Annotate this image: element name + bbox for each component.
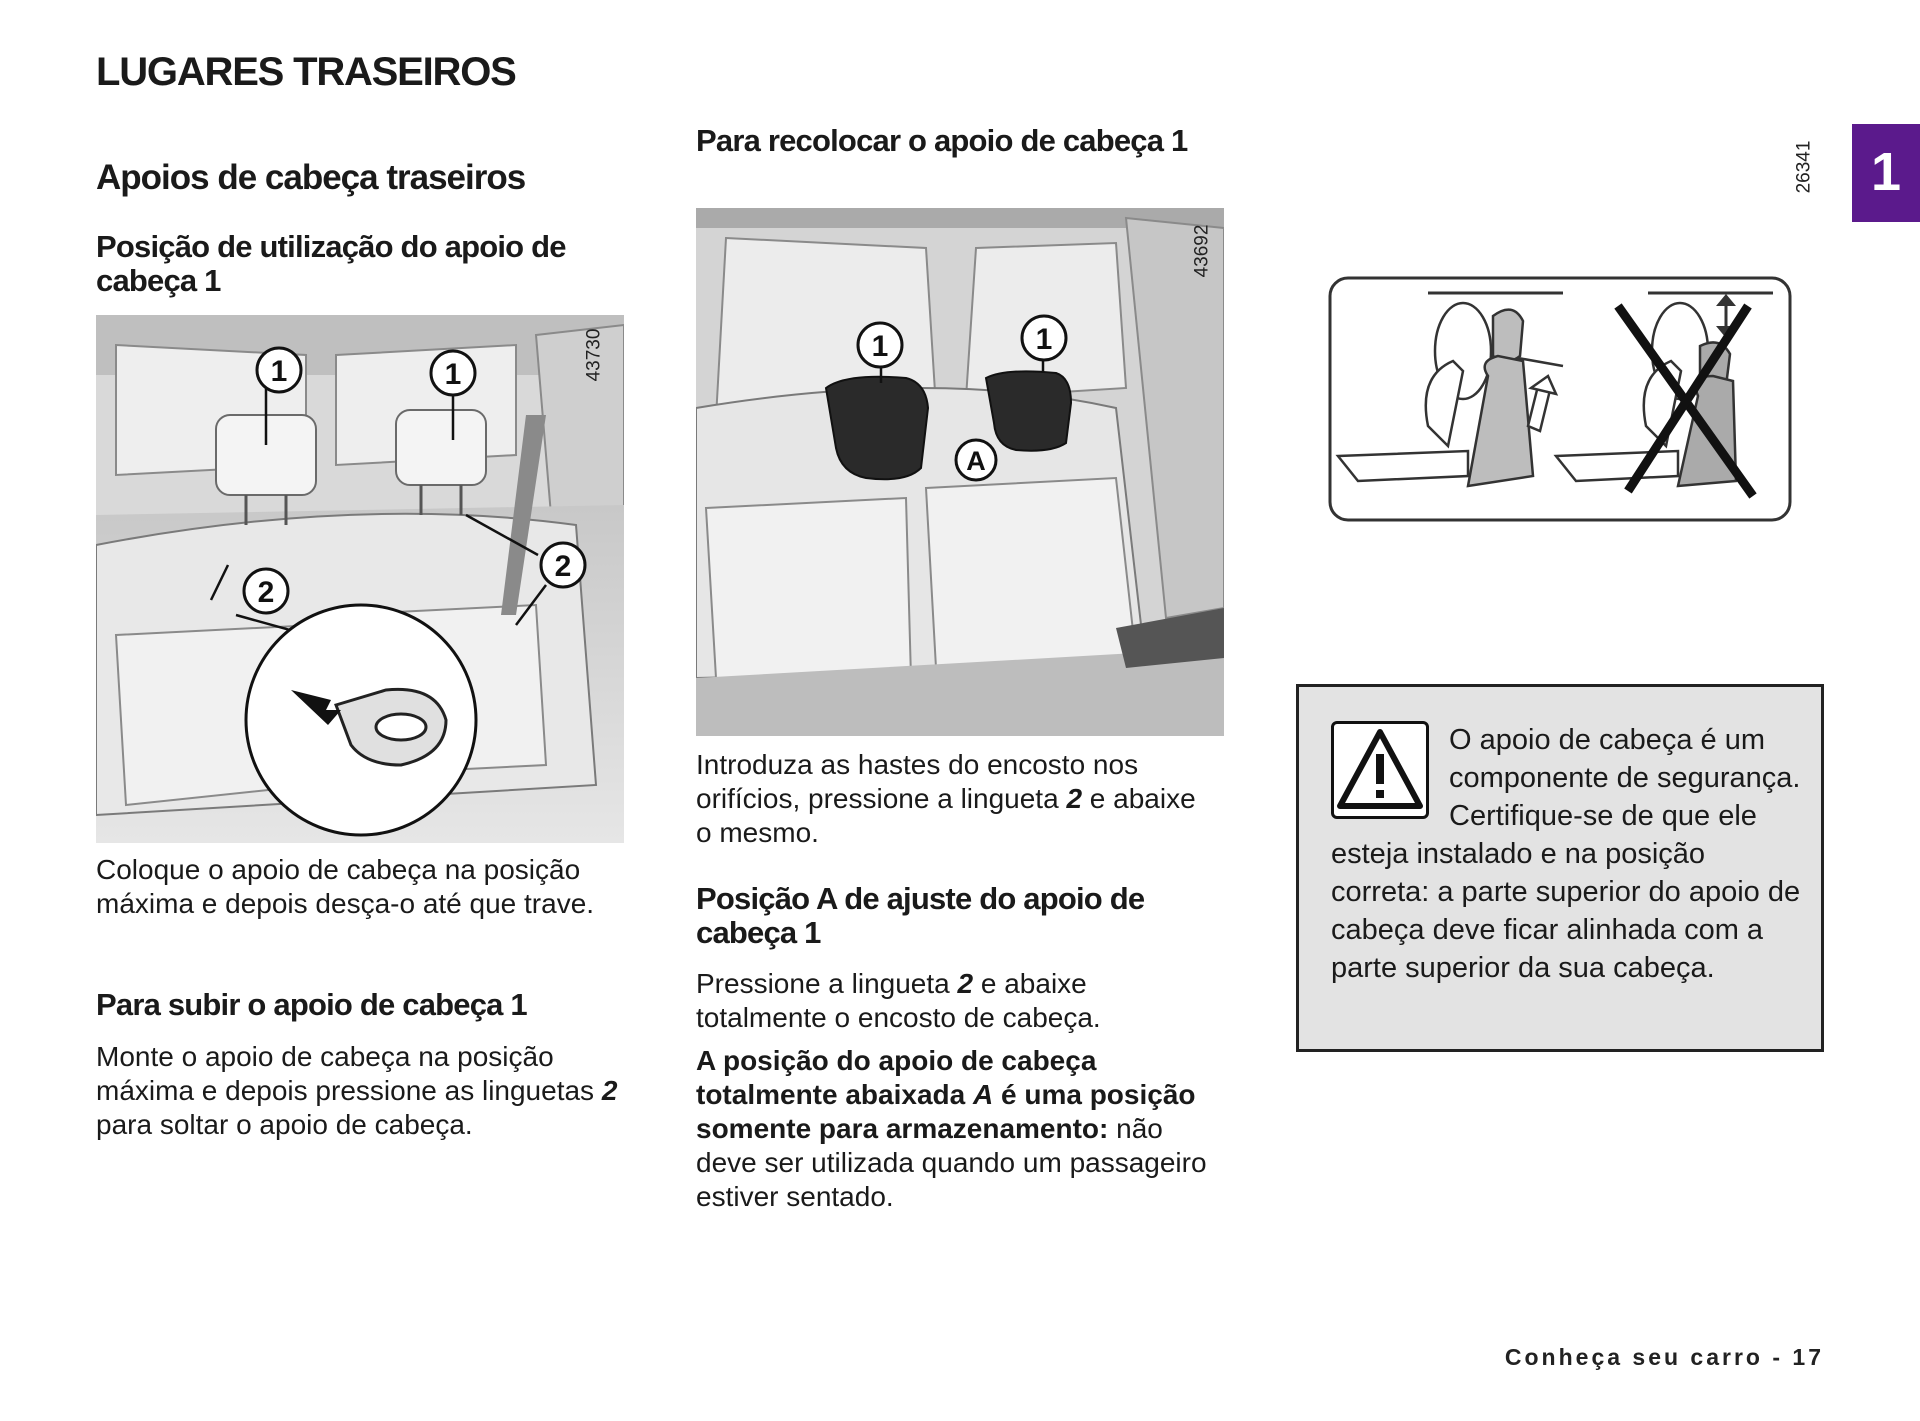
page-title: LUGARES TRASEIROS bbox=[96, 50, 516, 94]
callout-2-left: 2 bbox=[257, 576, 275, 609]
subheading-position-a: Posição A de ajuste do apoio de cabeça 1 bbox=[696, 881, 1145, 950]
warning-text: O apoio de cabeça é um componente de segurança. Certifique-se de que ele esteja instalado e na posição correta: a parte superior do apoio de cabeça deve ficar alinhada com a parte superior da sua cabeça. bbox=[1331, 724, 1801, 984]
callout-1-left: 1 bbox=[871, 330, 889, 363]
callout-1-right: 1 bbox=[1035, 323, 1053, 356]
rear-seat-refit-illustration bbox=[696, 208, 1224, 736]
subheading-refit-headrest: Para recolocar o apoio de cabeça 1 bbox=[696, 123, 1188, 158]
paragraph-storage-warning: A posição do apoio de cabeça totalmente abaixada A é uma posição somente para armazenamento: não deve ser utilizada quando um passageiro estiver sentado. bbox=[696, 1045, 1207, 1212]
callout-a: A bbox=[966, 446, 986, 476]
paragraph-usage-position: Coloque o apoio de cabeça na posição máxima e depois desça-o até que trave. bbox=[96, 854, 595, 919]
paragraph-refit-headrest: Introduza as hastes do encosto nos orifícios, pressione a lingueta 2 e abaixe o mesmo. bbox=[696, 749, 1196, 848]
figure-rear-headrests-usage bbox=[96, 315, 624, 843]
paragraph-raise-headrest: Monte o apoio de cabeça na posição máxima e depois pressione as linguetas 2 para soltar o apoio de cabeça. bbox=[96, 1041, 618, 1140]
figure-ref-26341: 26341 bbox=[1793, 140, 1815, 194]
headrest-alignment-diagram bbox=[1328, 276, 1792, 522]
figure-ref-43692: 43692 bbox=[1191, 224, 1213, 278]
subheading-usage-position: Posição de utilização do apoio de cabeça 1 bbox=[96, 229, 566, 298]
subheading-raise-headrest: Para subir o apoio de cabeça 1 bbox=[96, 987, 527, 1022]
figure-rear-headrests-refit bbox=[696, 208, 1224, 736]
callout-1-left: 1 bbox=[270, 355, 288, 388]
figure-ref-43730: 43730 bbox=[583, 328, 605, 382]
figure-headrest-alignment bbox=[1328, 276, 1792, 522]
section-title: Apoios de cabeça traseiros bbox=[96, 158, 526, 197]
rear-seat-illustration bbox=[96, 315, 624, 843]
callout-1-right: 1 bbox=[444, 358, 462, 391]
chapter-tab: 1 bbox=[1852, 124, 1920, 222]
paragraph-position-a: Pressione a lingueta 2 e abaixe totalmente o encosto de cabeça. bbox=[696, 968, 1101, 1033]
callout-2-right: 2 bbox=[554, 550, 572, 583]
warning-box bbox=[1296, 684, 1824, 1052]
page-footer: Conheça seu carro - 17 bbox=[1504, 1344, 1824, 1370]
